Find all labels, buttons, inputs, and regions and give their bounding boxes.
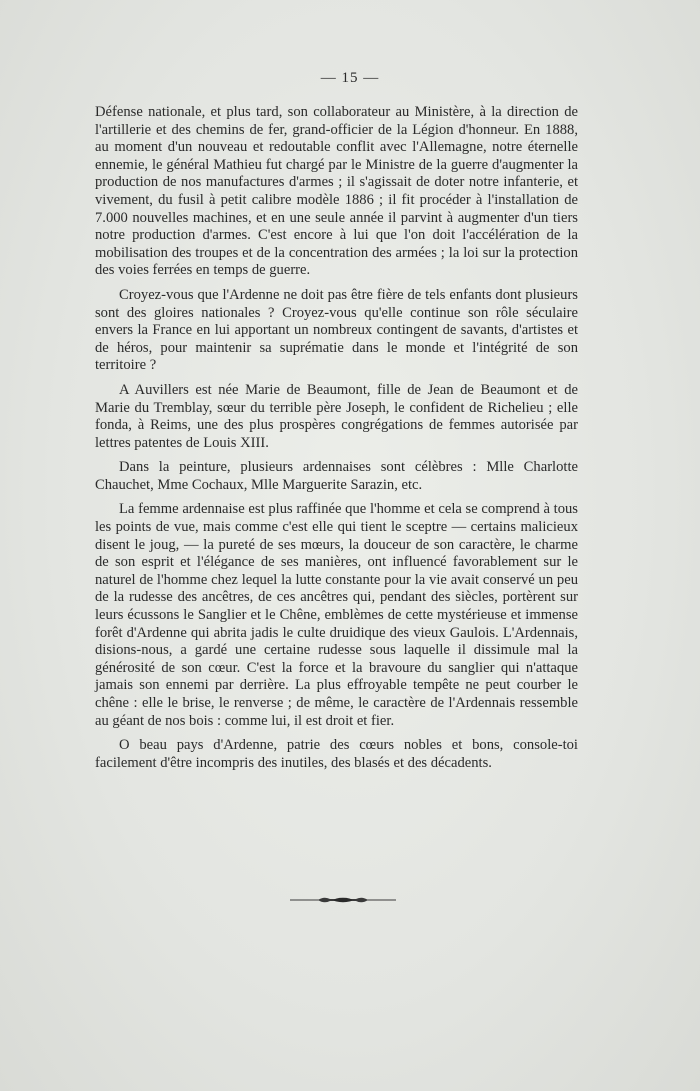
paragraph-6: O beau pays d'Ardenne, patrie des cœurs nobles et bons, console-toi facilement d'être incompris des inutiles, des blasés et des décadents. [95,737,578,771]
paragraph-3: A Auvillers est née Marie de Beaumont, fille de Jean de Beaumont et de Marie du Tremblay, sœur du terrible père Joseph, le confident de Richelieu ; elle fonda, à Reims, une des plus prospères congrégations de femmes autorisée par lettres patentes de Louis XIII. [95,381,578,451]
tailpiece-ornament-icon [290,893,396,907]
paragraph-2: Croyez-vous que l'Ardenne ne doit pas être fière de tels enfants dont plusieurs sont des gloires nationales ? Croyez-vous qu'elle continue son rôle séculaire envers la France en lui apportant un nombreux contingent de savants, d'artistes et de héros, pour maintenir sa suprématie dans le monde et l'intégrité de son territoire ? [95,286,578,374]
paragraph-4: Dans la peinture, plusieurs ardennaises sont célèbres : Mlle Charlotte Chauchet, Mme Cochaux, Mlle Marguerite Sarazin, etc. [95,459,578,493]
paragraph-1: Défense nationale, et plus tard, son collaborateur au Ministère, à la direction de l'artillerie et des chemins de fer, grand-officier de la Légion d'honneur. En 1888, au moment d'un nouveau et redoutable conflit avec l'Allemagne, notre éternelle ennemie, le général Mathieu fut chargé par le Ministre de la guerre d'augmenter la production de nos manufactures d'armes ; il s'agissait de doter notre infanterie, et vivement, du fusil à petit calibre modèle 1886 ; il fit procéder à l'installation de 7.000 nouvelles machines, et en une seule année il parvint à augmenter d'un tiers notre production d'armes. C'est encore à lui que l'on doit l'accélération de la mobilisation des troupes et de la concentration des armées ; la loi sur la protection des voies ferrées en temps de guerre. [95,104,578,279]
body-text [95,104,578,779]
paragraph-5: La femme ardennaise est plus raffinée que l'homme et cela se comprend à tous les points de vue, mais comme c'est elle qui tient le sceptre — certains malicieux disent le joug, — la pureté de ses mœurs, la douceur de son caractère, le charme de son esprit et l'élégance de ses manières, ont influencé favorablement sur le naturel de l'homme chez lequel la lutte constante pour la vie avait conservé un peu de la rudesse des ancêtres, de ces ancêtres qui, pendant des siècles, portèrent sur leurs écussons le Sanglier et le Chêne, emblèmes de cette mystérieuse et immense forêt d'Ardenne qui abrita jadis le culte druidique des vieux Gaulois. L'Ardennais, disions-nous, a gardé une certaine rudesse sous laquelle il dissimule mal la générosité de son cœur. C'est la force et la bravoure du sanglier qui n'attaque jamais son ennemi par derrière. La plus effroyable tempête ne peut courber le chêne : elle le brise, le renverse ; de même, le caractère de l'Ardennais ressemble au géant de nos bois : comme lui, il est droit et fier. [95,501,578,729]
page-number: — 15 — [320,70,380,86]
